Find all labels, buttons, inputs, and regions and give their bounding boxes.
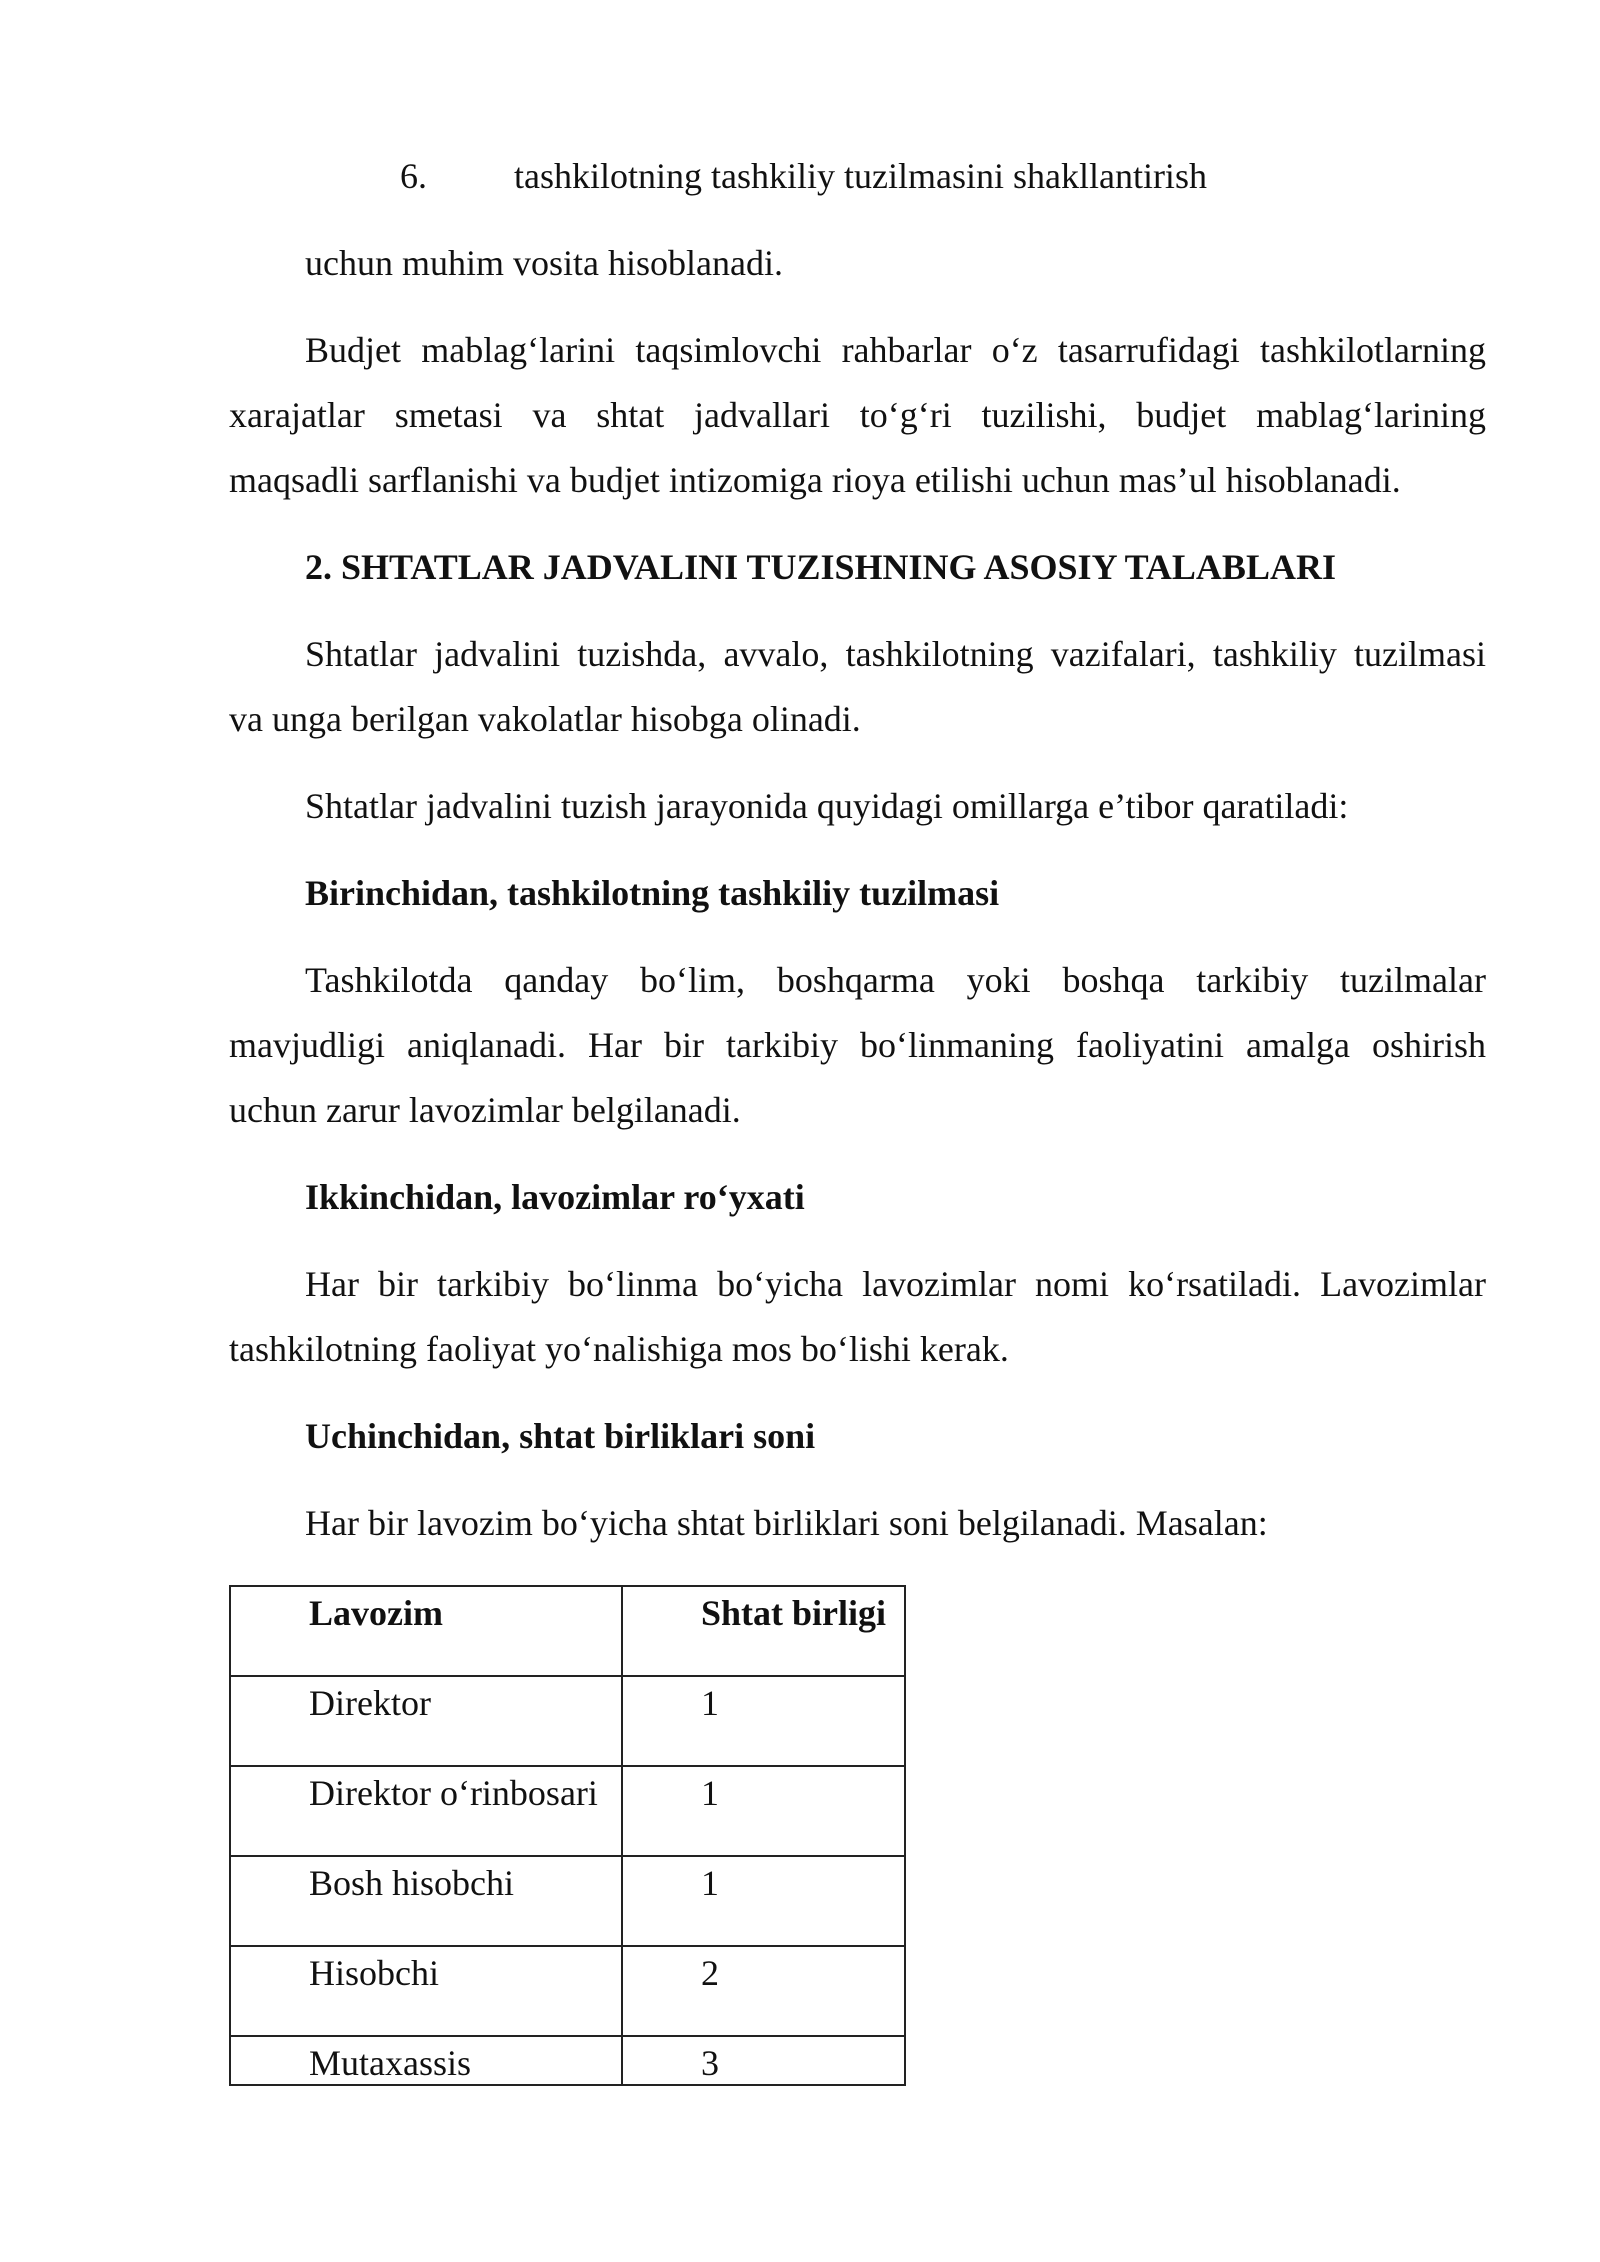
subheading: Uchinchidan, shtat birliklari soni [305,1416,816,1456]
paragraph-line: uchun zarur lavozimlar belgilanadi. [229,1090,741,1130]
paragraph-line: mavjudligi aniqlanadi. Har bir tarkibiy bo‘linmaning faoliyatini amalga oshirish [229,1025,1486,1065]
subheading: Ikkinchidan, lavozimlar ro‘yxati [305,1177,805,1217]
table-row [230,1766,905,1856]
table-cell: 3 [622,2036,905,2085]
table-cell: Direktor [230,1676,622,1766]
list-item-number: 6. [400,156,427,196]
paragraph-line: Tashkilotda qanday bo‘lim, boshqarma yoki boshqa tarkibiy tuzilmalar [305,960,1486,1000]
table-row [230,1676,905,1766]
paragraph-line: Budjet mablag‘larini taqsimlovchi rahbarlar o‘z tasarrufidagi tashkilotlarning [305,330,1486,370]
table-cell: Direktor o‘rinbosari [230,1766,622,1856]
table-cell: Mutaxassis [230,2036,622,2085]
table-row [230,2036,905,2085]
list-item-text: tashkilotning tashkiliy tuzilmasini shakllantirish [514,156,1207,196]
table-cell: 1 [622,1676,905,1766]
section-heading: 2. SHTATLAR JADVALINI TUZISHNING ASOSIY TALABLARI [305,547,1336,587]
paragraph-line: tashkilotning faoliyat yo‘nalishiga mos bo‘lishi kerak. [229,1329,1009,1369]
table-cell: Hisobchi [230,1946,622,2036]
paragraph-line: Har bir tarkibiy bo‘linma bo‘yicha lavozimlar nomi ko‘rsatiladi. Lavozimlar [305,1264,1486,1304]
table-cell: Bosh hisobchi [230,1856,622,1946]
subheading: Birinchidan, tashkilotning tashkiliy tuzilmasi [305,873,1000,913]
table-cell: 2 [622,1946,905,2036]
table-header-row [230,1586,905,1676]
paragraph-line: xarajatlar smetasi va shtat jadvallari to‘g‘ri tuzilishi, budjet mablag‘larining [229,395,1486,435]
paragraph-line: Shtatlar jadvalini tuzish jarayonida quyidagi omillarga e’tibor qaratiladi: [305,786,1349,826]
table-row [230,1946,905,2036]
table-header-cell: Shtat birligi [622,1586,905,1676]
paragraph-line: Shtatlar jadvalini tuzishda, avvalo, tashkilotning vazifalari, tashkiliy tuzilmasi [305,634,1486,674]
staff-table [229,1585,906,2086]
table-row [230,1856,905,1946]
paragraph-line: Har bir lavozim bo‘yicha shtat birliklari soni belgilanadi. Masalan: [305,1503,1268,1543]
table-cell: 1 [622,1766,905,1856]
paragraph-line: maqsadli sarflanishi va budjet intizomiga rioya etilishi uchun mas’ul hisoblanadi. [229,460,1401,500]
table-header-cell: Lavozim [230,1586,622,1676]
table-cell: 1 [622,1856,905,1946]
paragraph-line: va unga berilgan vakolatlar hisobga olinadi. [229,699,861,739]
paragraph-line: uchun muhim vosita hisoblanadi. [305,243,783,283]
